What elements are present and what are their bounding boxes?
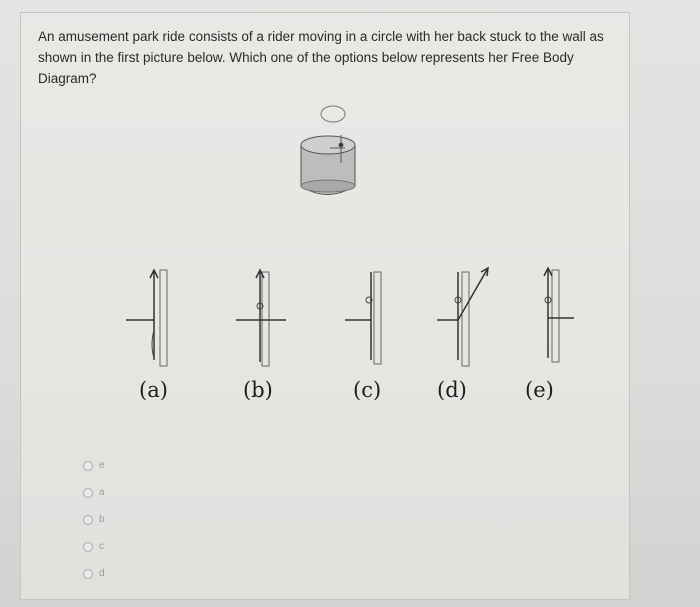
radio-button[interactable] (83, 488, 93, 498)
option-b[interactable] (83, 514, 105, 525)
diagram-label-d: (d) (437, 378, 467, 402)
diagram-d (437, 268, 488, 366)
option-label: e (99, 460, 105, 471)
question-line-1: An amusement park ride consists of a rider moving in a circle with her back stuck to the wall as (38, 29, 604, 44)
radio-button[interactable] (83, 461, 93, 471)
question-line-2: shown in the first picture below. Which one of the options below represents her Free Body (38, 50, 574, 65)
option-label: d (99, 568, 105, 579)
radio-button[interactable] (83, 569, 93, 579)
radio-button[interactable] (83, 542, 93, 552)
diagram-e (544, 268, 574, 362)
radio-button[interactable] (83, 515, 93, 525)
diagram-label-a: (a) (139, 378, 168, 402)
option-label: c (99, 541, 104, 552)
diagram-b (236, 270, 286, 366)
option-c[interactable] (83, 541, 104, 552)
diagram-label-e: (e) (525, 378, 554, 402)
question-line-3: Diagram? (38, 71, 97, 86)
diagram-label-b: (b) (243, 378, 273, 402)
diagram-a (126, 270, 167, 366)
option-label: b (99, 514, 105, 525)
diagram-c (345, 272, 381, 364)
option-d[interactable] (83, 568, 105, 579)
diagram-label-c: (c) (353, 378, 382, 402)
option-a[interactable] (83, 487, 105, 498)
ride-cylinder-picture (301, 106, 355, 195)
option-label: a (99, 487, 105, 498)
option-e[interactable] (83, 460, 105, 471)
